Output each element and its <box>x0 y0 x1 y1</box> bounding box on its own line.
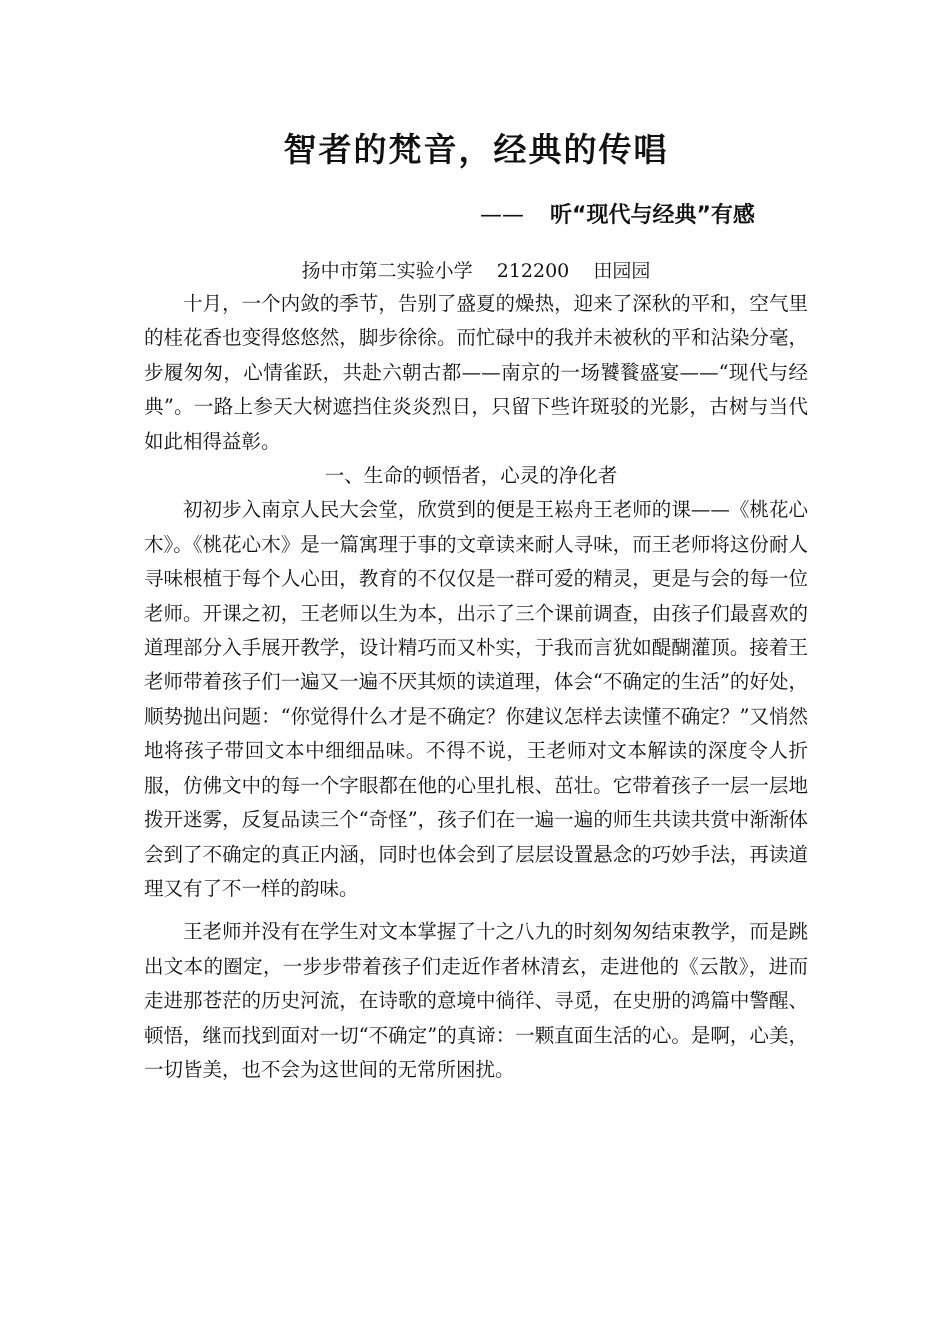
paragraph: 王老师并没有在学生对文本掌握了十之八九的时刻匆匆结束教学，而是跳出文本的圈定，一步步带着孩子们走近作者林清玄，走进他的《云散》，进而走进那苍茫的历史河流，在诗歌的意境中徜徉、寻觅，在史册的鸿篇中警醒、顿悟，继而找到面对一切“不确定”的真谛：一颗直面生活的心。是啊，心美，一切皆美，也不会为这世间的无常所困扰。 <box>144 920 808 1081</box>
paragraph: 初初步入南京人民大会堂，欣赏到的便是王崧舟王老师的课——《桃花心木》。《桃花心木》是一篇寓理于事的文章读来耐人寻味，而王老师将这份耐人寻味根植于每个人心田，教育的不仅仅是一群可爱的精灵，更是与会的每一位老师。开课之初，王老师以生为本，出示了三个课前调查，由孩子们最喜欢的道理部分入手展开教学，设计精巧而又朴实，于我而言犹如醍醐灌顶。接着王老师带着孩子们一遍又一遍不厌其烦的读道理，体会“不确定的生活”的好处，顺势抛出问题：“你觉得什么才是不确定？你建议怎样去读懂不确定？”又悄然地将孩子带回文本中细细品味。不得不说，王老师对文本解读的深度令人折服，仿佛文中的每一个字眼都在他的心里扎根、茁壮。它带着孩子一层一层地拨开迷雾，反复品读三个“奇怪”，孩子们在一遍一遍的师生共读共赏中渐渐体会到了不确定的真正内涵，同时也体会到了层层设置悬念的巧妙手法，再读道理又有了不一样的韵味。 <box>144 498 808 900</box>
paragraph-intro: 十月，一个内敛的季节，告别了盛夏的燥热，迎来了深秋的平和，空气里的桂花香也变得悠悠然，脚步徐徐。而忙碌中的我并未被秋的平和沾染分毫，步履匆匆，心情雀跃，共赴六朝古都——南京的一场饕餮盛宴——“现代与经典”。一路上参天大树遮挡住炎炎烈日，只留下些许斑驳的光影，古树与当代如此相得益彰。 <box>144 292 808 453</box>
byline-school: 扬中市第二实验小学 <box>301 260 473 282</box>
subtitle-text: 听“现代与经典”有感 <box>550 203 755 228</box>
article-body <box>144 287 808 1087</box>
article-subtitle <box>480 196 810 236</box>
article-title: 智者的梵音，经典的传唱 <box>283 130 669 169</box>
section-heading: 一、生命的顿悟者，心灵的净化者 <box>324 464 618 488</box>
subtitle-dash: —— <box>480 203 524 228</box>
byline-postcode: 212200 <box>496 260 570 282</box>
byline <box>144 253 808 289</box>
byline-author: 田园园 <box>593 260 651 282</box>
